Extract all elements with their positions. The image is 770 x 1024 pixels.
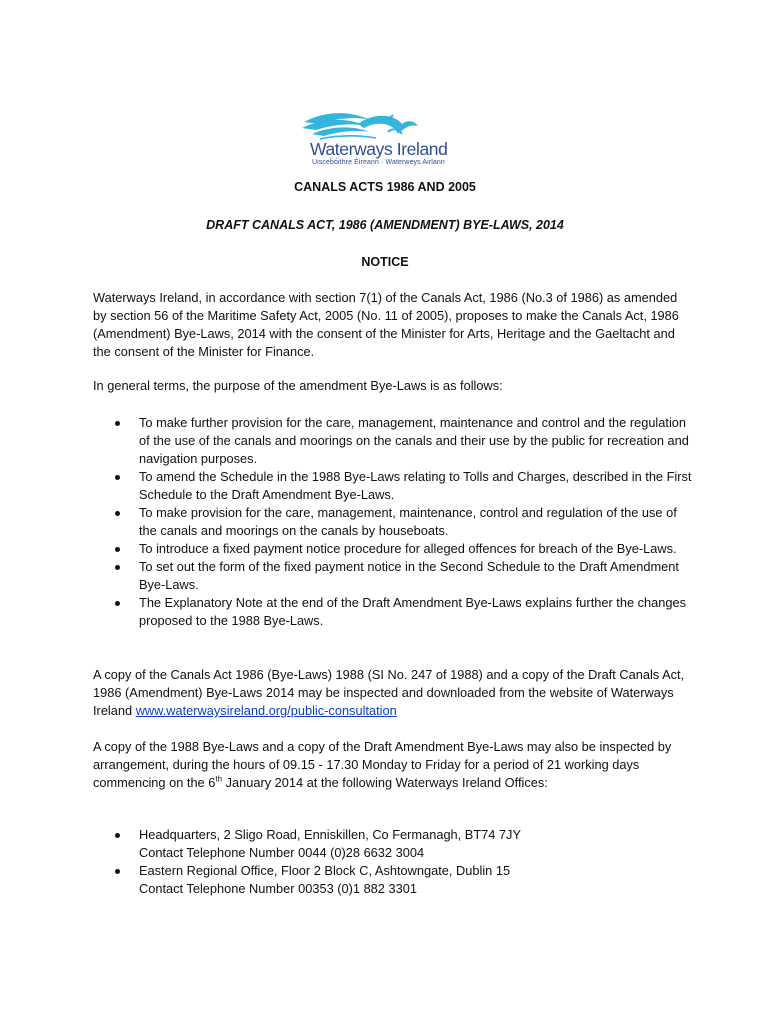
inspection-paragraph: A copy of the 1988 Bye-Laws and a copy of the Draft Amendment Bye-Laws may also be inspected by arrangement, during the hours of 09.15 - 17.30 Monday to Friday for a period of 21 working days commencing on the 6th January 2014 at the following Waterways Ireland Offices: xyxy=(93,739,672,790)
consultation-link[interactable]: www.waterwaysireland.org/public-consultation xyxy=(135,703,397,718)
bullet-icon xyxy=(115,511,120,516)
intro-paragraph: Waterways Ireland, in accordance with section 7(1) of the Canals Act, 1986 (No.3 of 1986) as amended by section 56 of the Maritime Safety Act, 2005 (No. 11 of 2005), proposes to make the Canals Act, 1986 (Amendment) Bye-Laws, 2014 with the consent of the Minister for Arts, Heritage and the Gaeltacht and the consent of the Minister for Finance. xyxy=(93,290,679,359)
notice-heading: NOTICE xyxy=(361,255,409,269)
bullet-icon xyxy=(115,475,120,480)
bullet-icon xyxy=(115,565,120,570)
logo-subtitle: Uiscebóithre Éireann · Waterweys Airlann xyxy=(312,159,445,166)
logo-wordmark: Waterways Ireland xyxy=(310,139,448,159)
list-item xyxy=(93,826,693,862)
draft-title: DRAFT CANALS ACT, 1986 (AMENDMENT) BYE-LAWS, 2014 xyxy=(206,218,564,232)
office-phone: Contact Telephone Number 00353 (0)1 882 3301 xyxy=(139,881,417,896)
list-item xyxy=(93,862,693,898)
purpose-lead: In general terms, the purpose of the amendment Bye-Laws is as follows: xyxy=(93,378,503,393)
list-item: To introduce a fixed payment notice procedure for alleged offences for breach of the Bye-Laws. xyxy=(93,540,693,558)
office-address: Headquarters, 2 Sligo Road, Enniskillen, Co Fermanagh, BT74 7JY xyxy=(139,827,521,842)
bullet-icon xyxy=(115,547,120,552)
bullet-icon xyxy=(115,421,120,426)
list-item: To amend the Schedule in the 1988 Bye-Laws relating to Tolls and Charges, described in the First Schedule to the Draft Amendment Bye-Laws. xyxy=(93,468,693,504)
bullet-icon xyxy=(115,833,120,838)
list-item: The Explanatory Note at the end of the Draft Amendment Bye-Laws explains further the changes proposed to the 1988 Bye-Laws. xyxy=(93,594,693,630)
bullet-icon xyxy=(115,601,120,606)
bullet-icon xyxy=(115,869,120,874)
list-item: To set out the form of the fixed payment notice in the Second Schedule to the Draft Amendment Bye-Laws. xyxy=(93,558,693,594)
offices-list xyxy=(93,826,693,898)
acts-heading: CANALS ACTS 1986 AND 2005 xyxy=(294,180,476,194)
list-item: To make further provision for the care, management, maintenance and control and the regulation of the use of the canals and moorings on the canals and their use by the public for recreation and navigation purposes. xyxy=(93,414,693,468)
office-address: Eastern Regional Office, Floor 2 Block C, Ashtowngate, Dublin 15 xyxy=(139,863,511,878)
waterways-ireland-logo xyxy=(298,108,474,168)
office-phone: Contact Telephone Number 0044 (0)28 6632 3004 xyxy=(139,845,425,860)
list-item: To make provision for the care, management, maintenance, control and regulation of the use of the canals and moorings on the canals by houseboats. xyxy=(93,504,693,540)
purpose-list xyxy=(93,414,693,630)
copy-paragraph: A copy of the Canals Act 1986 (Bye-Laws) 1988 (SI No. 247 of 1988) and a copy of the Draft Canals Act, 1986 (Amendment) Bye-Laws 2014 may be inspected and downloaded from the website of Waterways Ireland www.waterwaysireland.org/public-consultation xyxy=(93,667,685,718)
